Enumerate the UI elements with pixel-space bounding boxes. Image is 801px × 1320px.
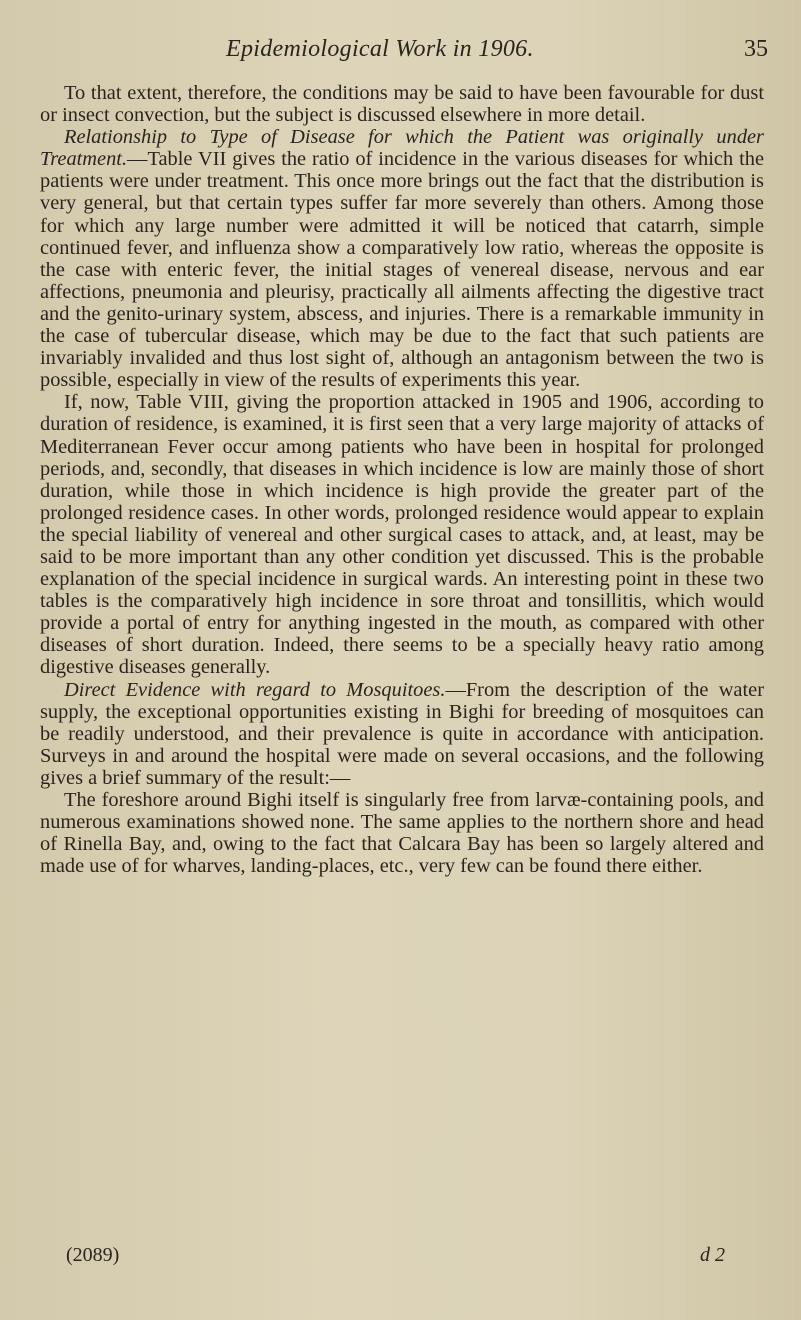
page-footer <box>0 1244 801 1270</box>
running-title: Epidemiological Work in 1906. <box>226 36 534 62</box>
running-head <box>0 36 801 66</box>
paragraph-4-lead: Direct Evidence with regard to Mosquitoes. <box>64 678 446 701</box>
paragraph-4-text: —From the description of the water supply, the exceptional opportunities existing in Bighi for breeding of mosquitoes can be readily understood, and their prevalence is quite in accordance with anticipation. Surveys in and around the hospital were made on several occasions, and the following gives a brief summary of the result:— <box>40 678 764 789</box>
paragraph-1 <box>40 82 764 126</box>
print-mark: (2089) <box>66 1244 120 1266</box>
paragraph-5 <box>40 789 764 877</box>
paragraph-2-text: —Table VII gives the ratio of incidence in the various diseases for which the patients were under treatment. This once more brings out the fact that the distribution is very general, but that certain types suffer far more severely than others. Among those for which any large number were admitted it will be noticed that catarrh, simple continued fever, and influenza show a comparatively low ratio, whereas the opposite is the case with enteric fever, the initial stages of venereal disease, nervous and ear affections, pneumonia and pleurisy, practically all ailments affecting the digestive tract and the genito-urinary system, abscess, and injuries. There is a remarkable immunity in the case of tubercular disease, which may be due to the fact that such patients are invariably invalided and thus lost sight of, although an antagonism between the two is possible, especially in view of the results of experiments this year. <box>40 148 764 392</box>
body-text <box>40 82 764 877</box>
paragraph-1-text: To that extent, therefore, the conditions may be said to have been favourable for dust or insect convection, but the subject is discussed elsewhere in more detail. <box>40 82 764 127</box>
paragraph-3-text: If, now, Table VIII, giving the proportion attacked in 1905 and 1906, according to duration of residence, is examined, it is first seen that a very large majority of attacks of Mediterranean Fever occur among patients who have been in hospital for prolonged periods, and, secondly, that diseases in which incidence is low are mainly those of short duration, while those in which incidence is high provide the greater part of the prolonged residence cases. In other words, prolonged residence would appear to explain the special liability of venereal and other surgical cases to attack, and, at least, may be said to be more important than any other condition yet discussed. This is the probable explanation of the special incidence in surgical wards. An interesting point in these two tables is the comparatively high incidence in sore throat and tonsillitis, which would provide a portal of entry for anything ingested in the mouth, as compared with other diseases of short duration. Indeed, there seems to be a specially heavy ratio among digestive diseases generally. <box>40 391 764 679</box>
page-number: 35 <box>744 36 768 62</box>
paragraph-5-text: The foreshore around Bighi itself is singularly free from larvæ-containing pools, and numerous examinations showed none. The same applies to the northern shore and head of Rinella Bay, and, owing to the fact that Calcara Bay has been so largely altered and made use of for wharves, landing-places, etc., very few can be found there either. <box>40 789 764 878</box>
paragraph-3 <box>40 391 764 678</box>
paragraph-2-lead: Relationship to Type of Disease for which the Patient was originally under Treatment. <box>40 126 764 171</box>
paragraph-4 <box>40 679 764 789</box>
signature-mark: d 2 <box>700 1244 725 1266</box>
paragraph-2 <box>40 126 764 391</box>
